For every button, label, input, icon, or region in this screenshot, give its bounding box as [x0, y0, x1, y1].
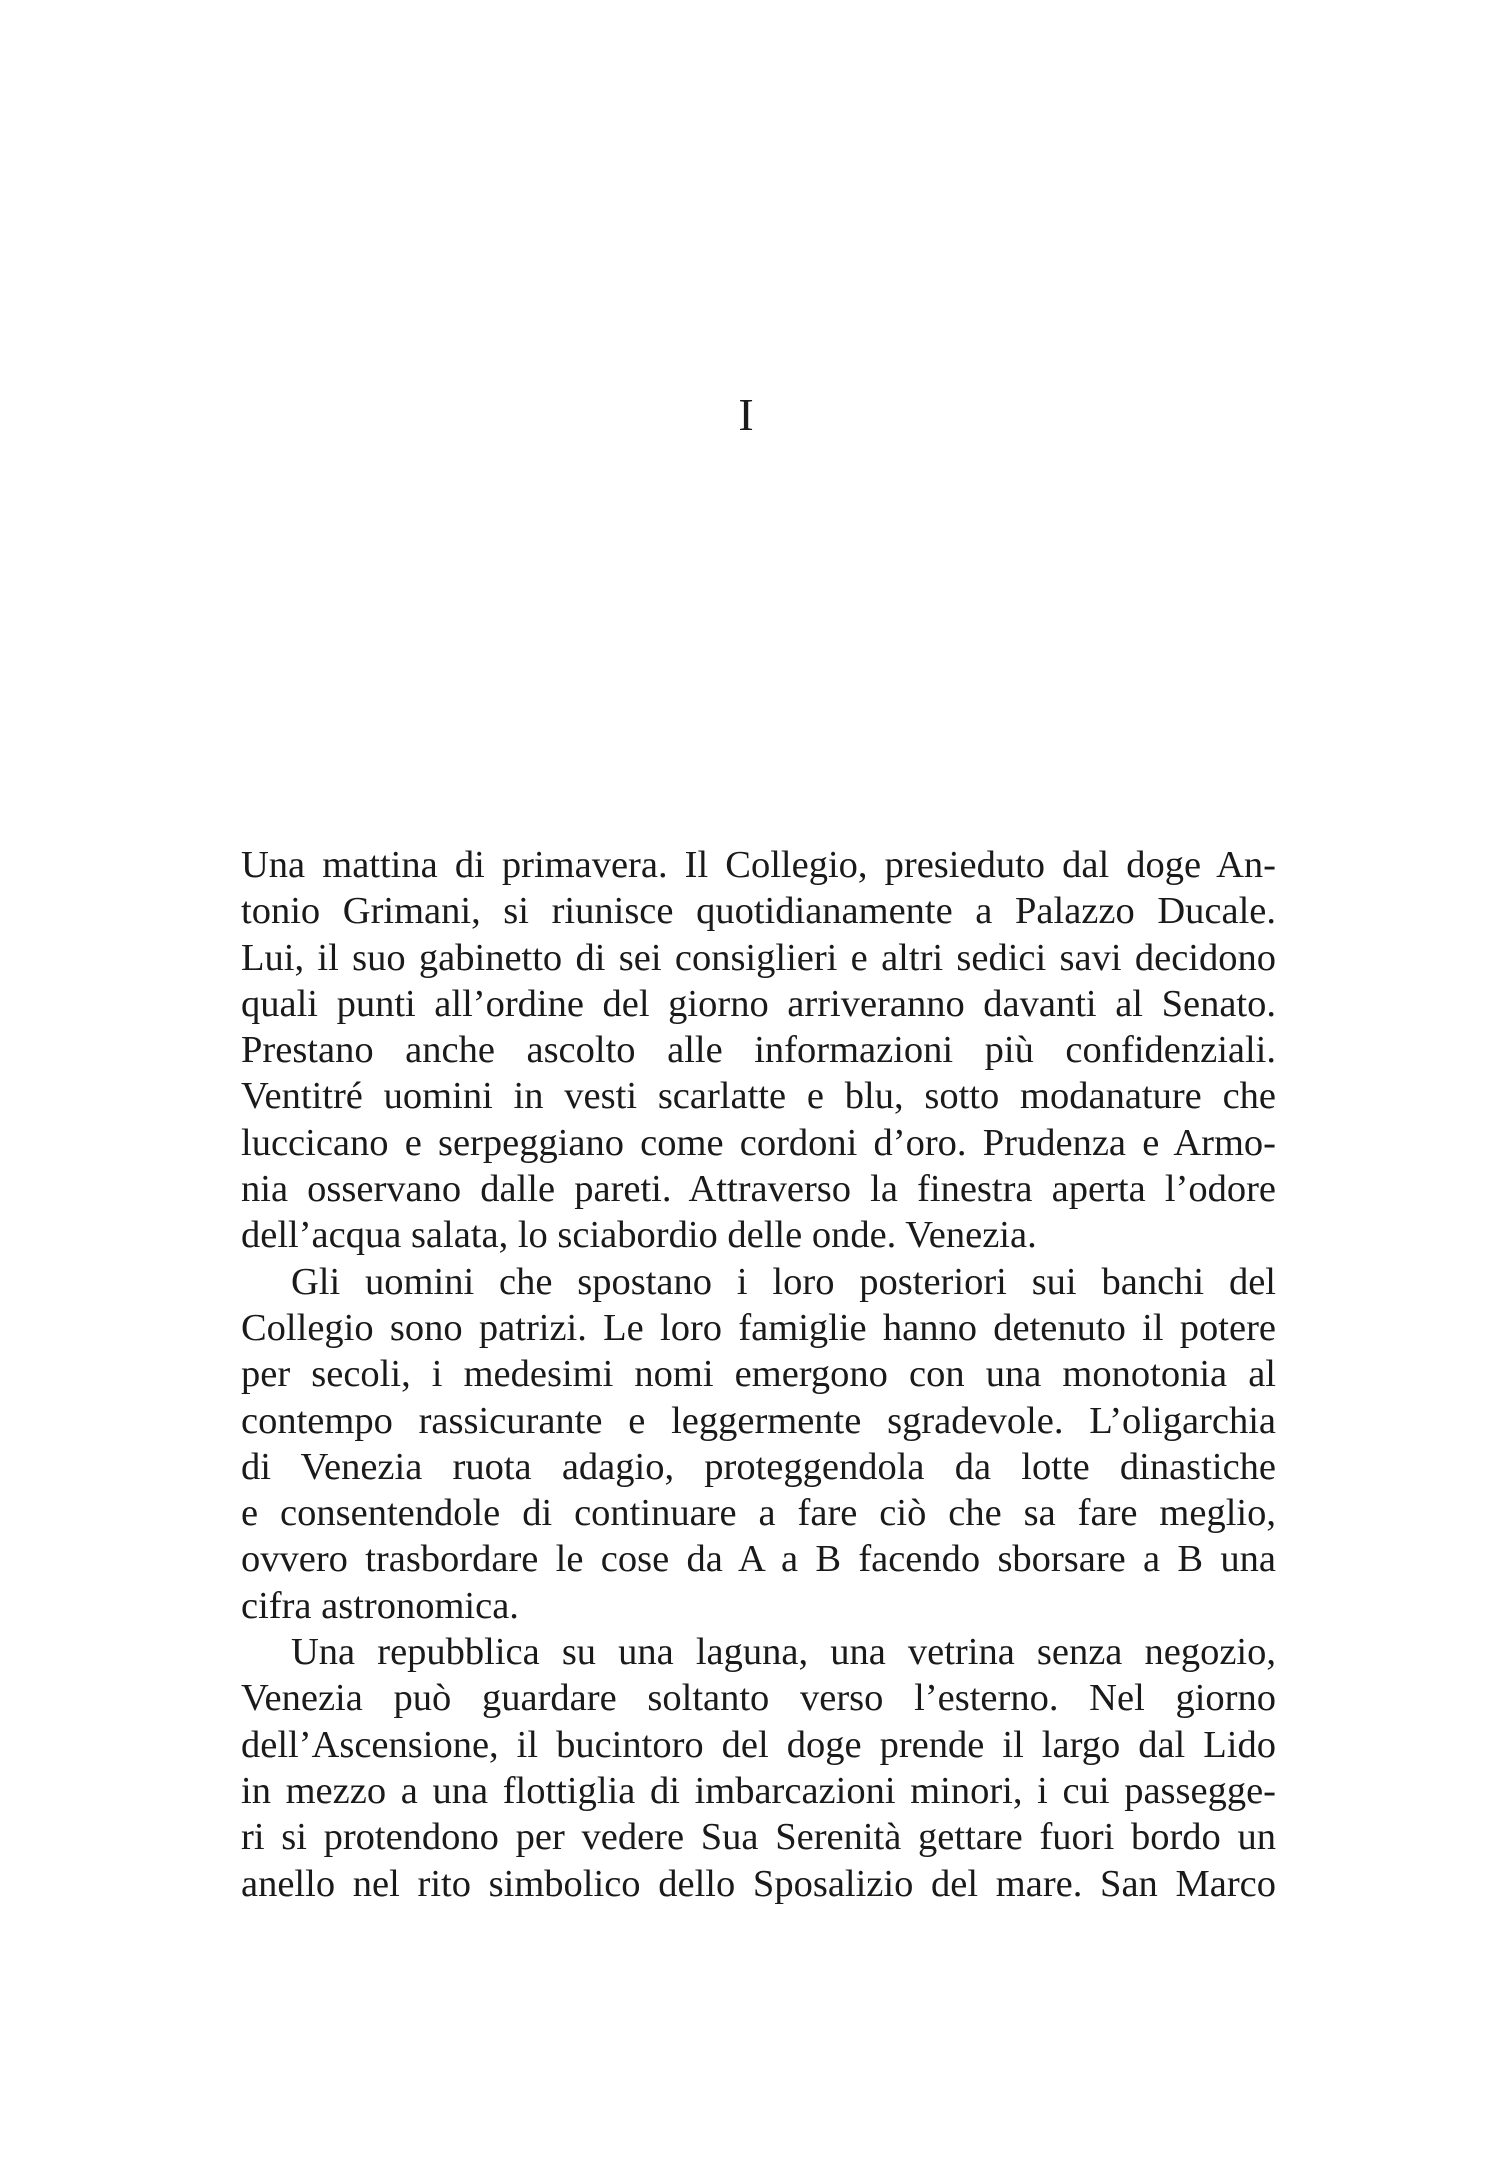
text-line: quali punti all’ordine del giorno arriveranno davanti al Senato. — [241, 982, 1276, 1025]
text-line: e consentendole di continuare a fare ciò che sa fare meglio, — [241, 1492, 1276, 1535]
text-line: in mezzo a una flottiglia di imbarcazioni minori, i cui passegge- — [241, 1769, 1276, 1812]
text-line: Venezia può guardare soltanto verso l’esterno. Nel giorno — [241, 1677, 1276, 1720]
text-line: Una repubblica su una laguna, una vetrina senza negozio, — [291, 1631, 1276, 1674]
text-line: Ventitré uomini in vesti scarlatte e blu, sotto modanature che — [241, 1075, 1276, 1118]
text-line: contempo rassicurante e leggermente sgradevole. L’oligarchia — [241, 1399, 1276, 1442]
text-line: anello nel rito simbolico dello Sposalizio del mare. San Marco — [241, 1862, 1276, 1905]
body-text — [241, 842, 1276, 1907]
text-line: Prestano anche ascolto alle informazioni più confidenziali. — [241, 1029, 1276, 1072]
paragraph — [241, 1629, 1276, 1907]
text-line: ri si protendono per vedere Sua Serenità gettare fuori bordo un — [241, 1816, 1276, 1859]
text-line: dell’acqua salata, lo sciabordio delle onde. Venezia. — [241, 1214, 1037, 1257]
paragraph — [241, 842, 1276, 1259]
text-line: Una mattina di primavera. Il Collegio, presieduto dal doge An- — [241, 844, 1276, 886]
text-line: ovvero trasbordare le cose da A a B facendo sborsare a B una — [241, 1538, 1276, 1581]
text-line: Collegio sono patrizi. Le loro famiglie hanno detenuto il potere — [241, 1306, 1276, 1349]
text-line: per secoli, i medesimi nomi emergono con una monotonia al — [241, 1353, 1276, 1396]
text-line: Gli uomini che spostano i loro posteriori sui banchi del — [291, 1260, 1276, 1303]
text-line: tonio Grimani, si riunisce quotidianamente a Palazzo Ducale. — [241, 890, 1276, 933]
paragraph — [241, 1259, 1276, 1629]
text-line: luccicano e serpeggiano come cordoni d’oro. Prudenza e Armo- — [241, 1121, 1276, 1164]
text-line: Lui, il suo gabinetto di sei consiglieri e altri sedici savi decidono — [241, 936, 1276, 979]
chapter-number: I — [738, 389, 755, 440]
text-line: dell’Ascensione, il bucintoro del doge prende il largo dal Lido — [241, 1723, 1276, 1766]
text-line: cifra astronomica. — [241, 1584, 519, 1627]
text-line: nia osservano dalle pareti. Attraverso la finestra aperta l’odore — [241, 1168, 1276, 1211]
text-line: di Venezia ruota adagio, proteggendola da lotte dinastiche — [241, 1445, 1276, 1488]
